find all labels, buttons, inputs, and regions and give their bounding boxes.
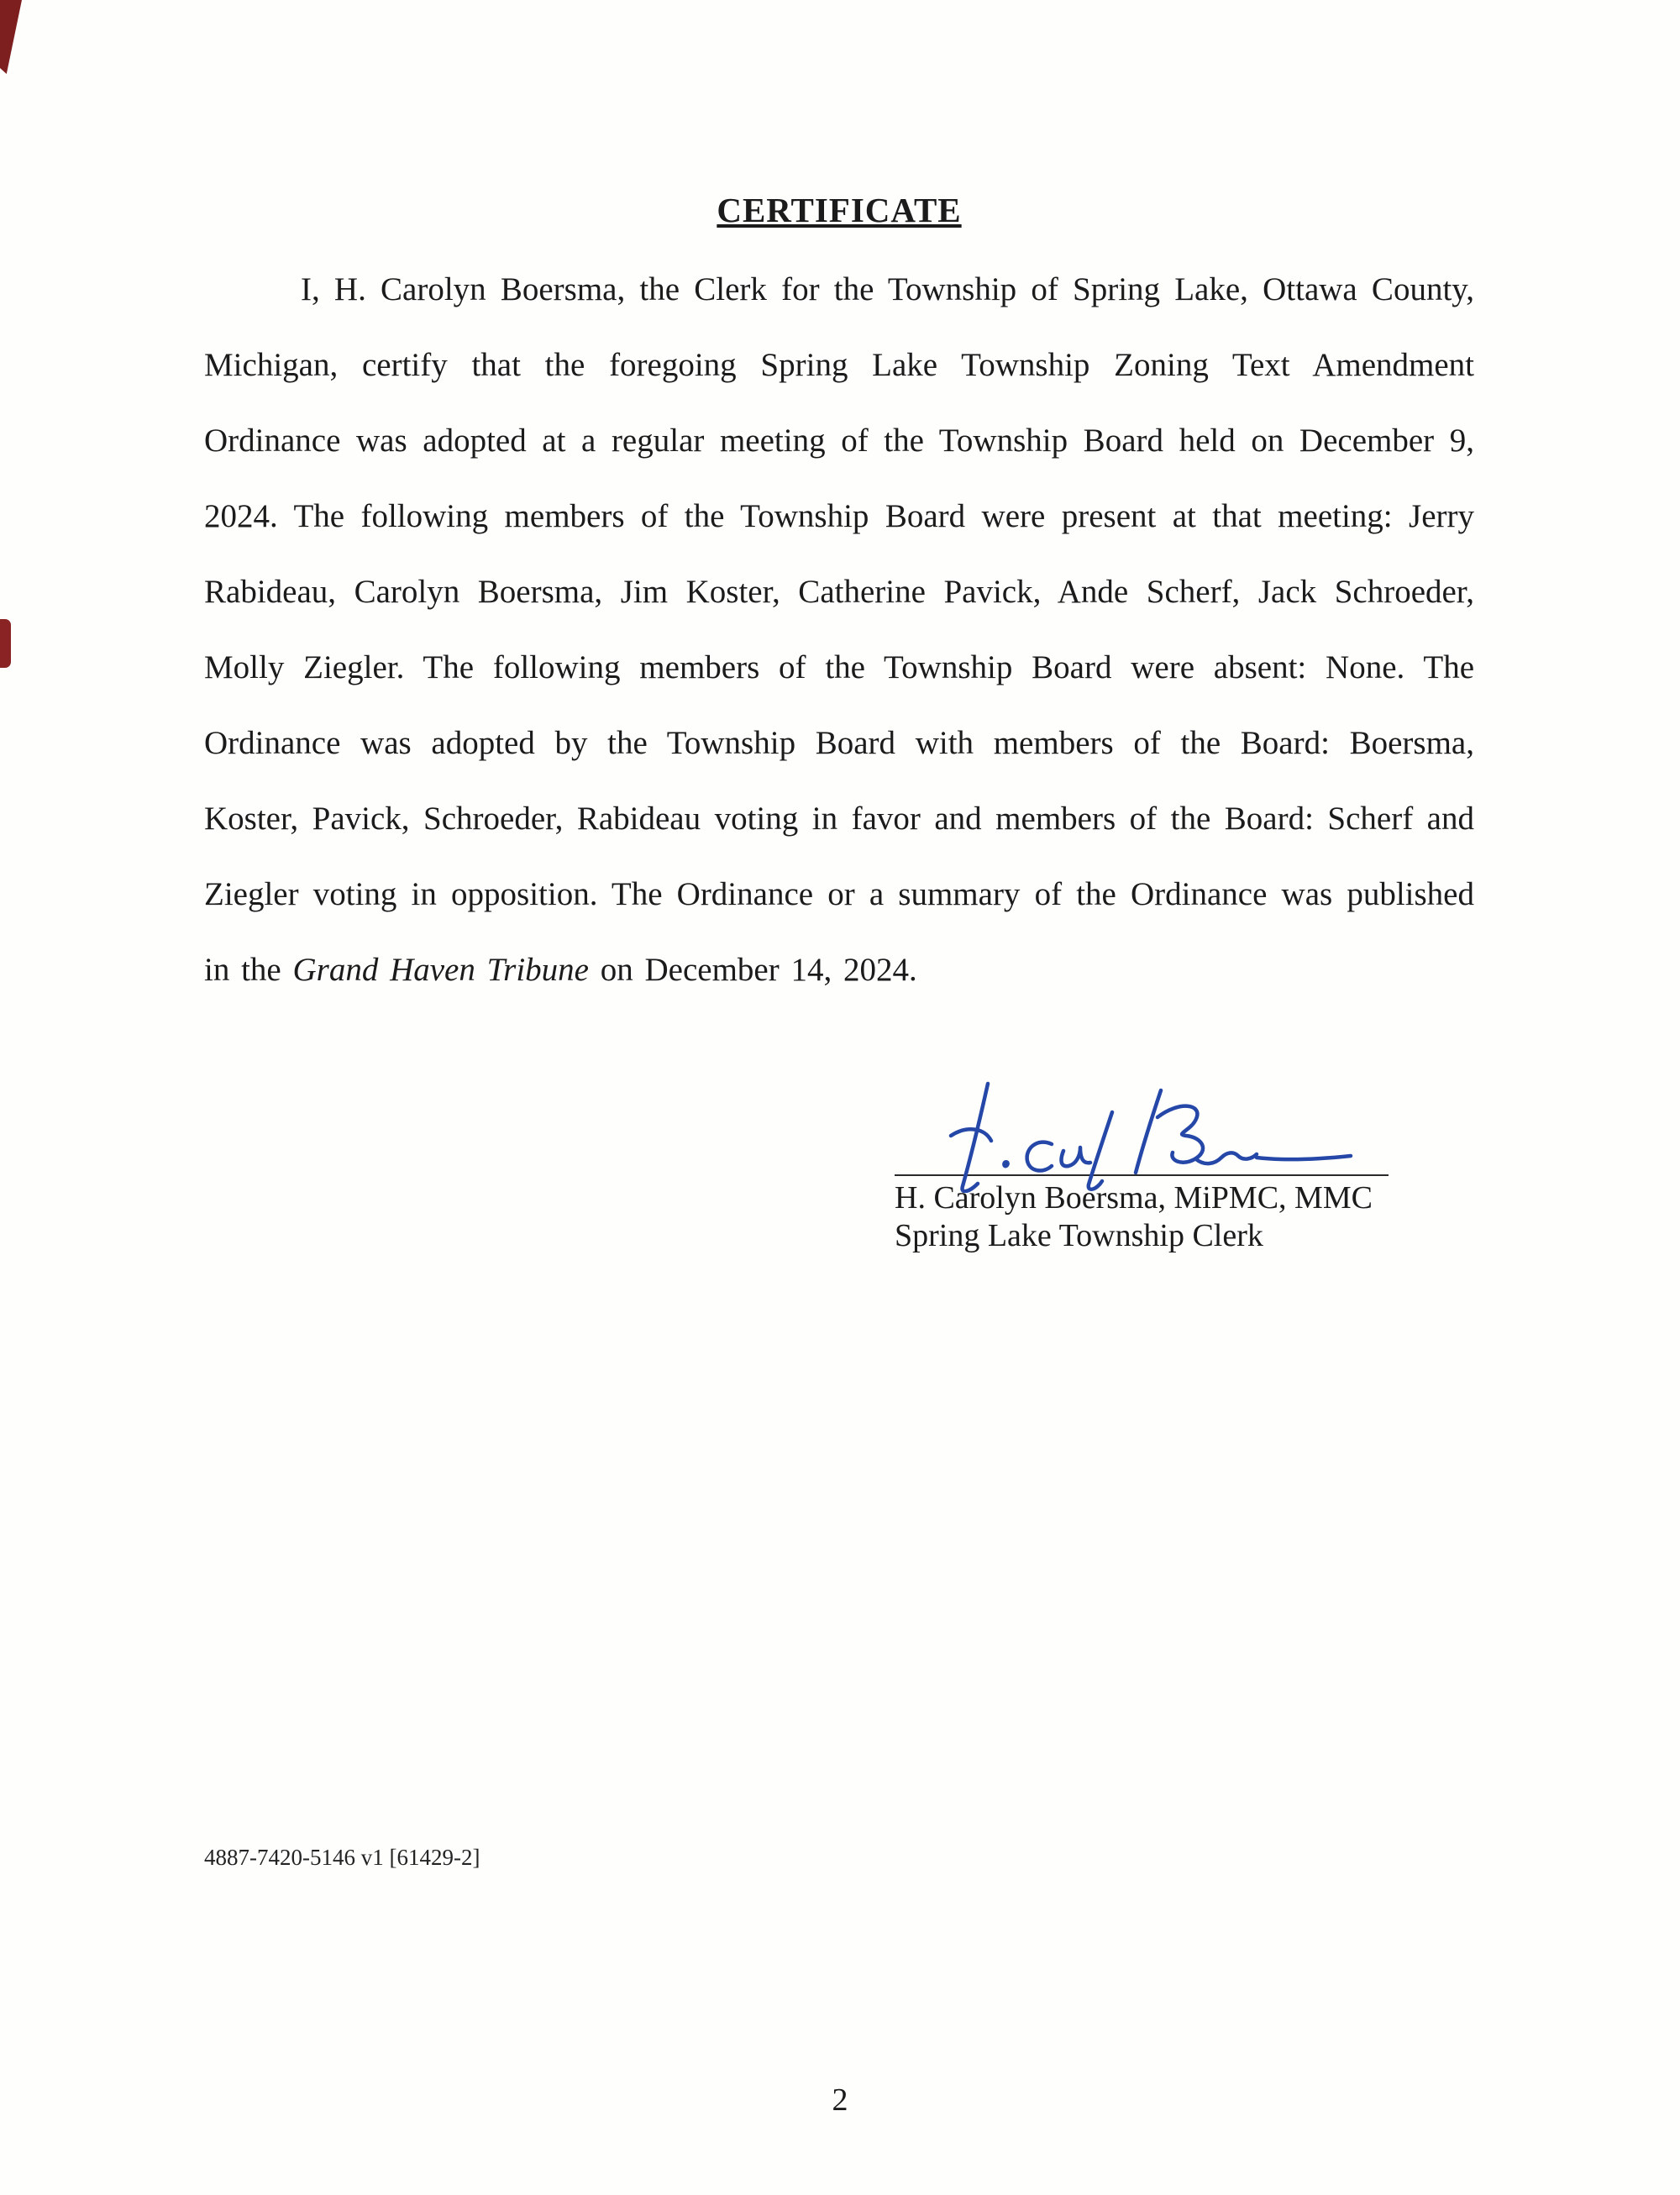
paragraph-text-part2: on December 14, 2024.	[588, 952, 917, 988]
paragraph-text-part1: I, H. Carolyn Boersma, the Clerk for the Township of Spring Lake, Ottawa County, Michigan, certify that the foregoing Spring Lake Township Zoning Text Amendment Ordinance was adopted at a regular meeting of the Township Board held on December 9, 2024. The following members of the Township Board were present at that meeting: Jerry Rabideau, Carolyn Boersma, Jim Koster, Catherine Pavick, Ande Scherf, Jack Schroeder, Molly Ziegler. The following members of the Township Board were absent: None. The Ordinance was adopted by the Township Board with members of the Board: Boersma, Koster, Pavick, Schroeder, Rabideau voting in favor and members of the Board: Scherf and Ziegler voting in opposition. The Ordinance or a summary of the Ordinance was published in the	[204, 271, 1474, 988]
signatory-title: Spring Lake Township Clerk	[895, 1218, 1263, 1253]
signature-block	[895, 1079, 1389, 1255]
scan-artifact-top-left	[0, 0, 22, 74]
document-id: 4887-7420-5146 v1 [61429-2]	[204, 1845, 480, 1870]
scan-artifact-left-edge	[0, 619, 11, 668]
page-number: 2	[832, 2082, 848, 2118]
signature-line	[895, 1079, 1389, 1176]
certificate-paragraph	[204, 252, 1474, 1008]
document-body	[204, 193, 1474, 1008]
page-title: CERTIFICATE	[717, 191, 962, 229]
handwritten-signature-icon	[907, 1077, 1361, 1193]
paragraph-text-italic: Grand Haven Tribune	[292, 952, 589, 988]
signatory-name: H. Carolyn Boersma, MiPMC, MMC	[895, 1180, 1373, 1216]
